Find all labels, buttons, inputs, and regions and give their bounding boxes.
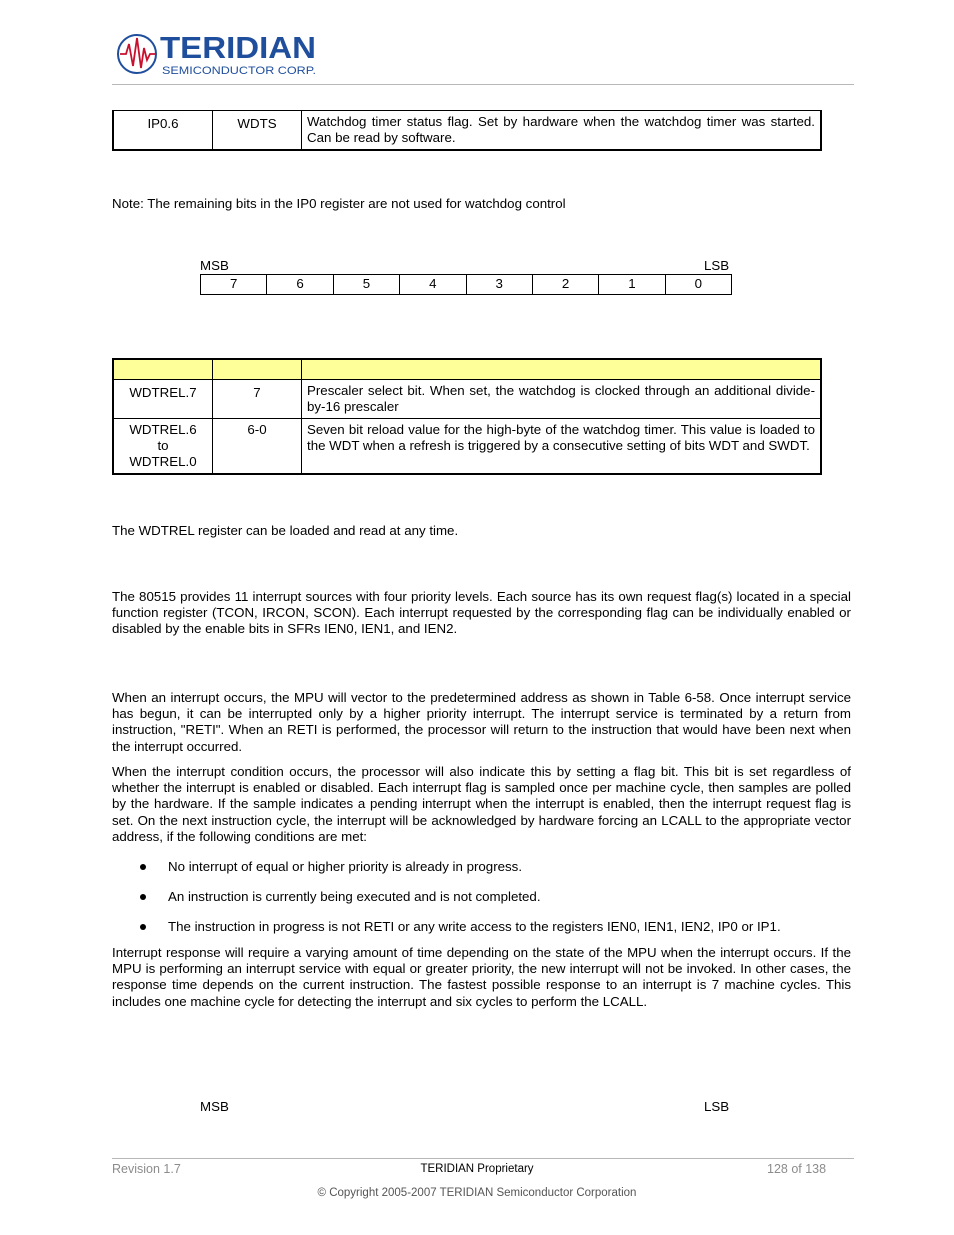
revision-label: Revision 1.7 — [112, 1162, 181, 1176]
bit-range-start: WDTREL.6 — [129, 422, 197, 437]
ip0-watchdog-table — [112, 110, 822, 151]
bit-cell: IP0.6 — [113, 111, 213, 151]
description-cell: Prescaler select bit. When set, the watchdog is clocked through an additional divide-by-16 prescaler — [302, 380, 822, 419]
bullet-icon — [140, 864, 146, 870]
lsb-label: LSB — [704, 1099, 730, 1114]
wdtrel-table — [112, 358, 822, 475]
paragraph-wdtrel: The WDTREL register can be loaded and read at any time. — [112, 523, 459, 538]
paragraph-interrupt-sources: The 80515 provides 11 interrupt sources with four priority levels. Each source has its own request flag(s) located in a special function register (TCON, IRCON, SCON). Each interrupt requested by the corresponding flag can be individually enabled or disabled by the enable bits in SFRs IEN0, IEN1, and IEN2. — [112, 589, 851, 637]
proprietary-label: TERIDIAN Proprietary — [420, 1163, 534, 1175]
bit-cell-2: 2 — [532, 275, 598, 295]
pos-cell: 7 — [213, 380, 302, 419]
logo-text: TERIDIAN — [160, 32, 316, 65]
pos-cell: 6-0 — [213, 419, 302, 475]
header-rule — [112, 84, 854, 85]
bullet-icon — [140, 894, 146, 900]
bit-range-to: to — [157, 438, 169, 453]
name-cell: WDTS — [213, 111, 302, 151]
bit-cell — [113, 419, 213, 475]
logo-subtext: SEMICONDUCTOR CORP. — [162, 65, 316, 77]
bit-cell-6: 6 — [267, 275, 333, 295]
bit-cell-0: 0 — [665, 275, 731, 295]
table-row — [201, 275, 732, 295]
footer-rule — [112, 1158, 854, 1159]
header-cell — [213, 359, 302, 380]
bit-cell-5: 5 — [333, 275, 399, 295]
description-cell: Watchdog timer status flag. Set by hardware when the watchdog timer was started. Can be read by software. — [302, 111, 822, 151]
bit-cell-4: 4 — [400, 275, 466, 295]
list-item-text: No interrupt of equal or higher priority is already in progress. — [168, 859, 523, 874]
table-row — [113, 419, 821, 475]
table-row — [113, 380, 821, 419]
description-cell: Seven bit reload value for the high-byte of the watchdog timer. This value is loaded to the WDT when a refresh is triggered by a consecutive setting of bits WDT and SWDT. — [302, 419, 822, 475]
paragraph-interrupt-flag: When the interrupt condition occurs, the processor will also indicate this by setting a flag bit. This bit is set regardless of whether the interrupt is enabled or disabled. Each interrupt flag is sampled once per machine cycle, then samples are polled by the hardware. If the sample indicates a pending interrupt when the interrupt is enabled, then the interrupt request flag is set. On the next instruction cycle, the interrupt will be acknowledged by hardware forcing an LCALL to the appropriate vector address, if the following conditions are met: — [112, 764, 851, 844]
paragraph-interrupt-vector: When an interrupt occurs, the MPU will vector to the predetermined address as shown in Table 6-58. Once interrupt service has begun, it can be interrupted only by a higher priority interrupt. The interrupt service is terminated by a return from instruction, "RETI". When an RETI is performed, the processor will return to the instruction that would have been next when the interrupt occurred. — [112, 690, 851, 754]
header-cell — [302, 359, 822, 380]
lsb-label: LSB — [704, 258, 730, 273]
page-number: 128 of 138 — [767, 1162, 827, 1176]
header-cell — [113, 359, 213, 380]
table-header-row — [113, 359, 821, 380]
list-item-text: An instruction is currently being executed and is not completed. — [168, 889, 541, 904]
bit-cell-1: 1 — [599, 275, 665, 295]
list-item-text: The instruction in progress is not RETI or any write access to the registers IEN0, IEN1, IEN2, IP0 or IP1. — [168, 919, 781, 934]
bullet-icon — [140, 924, 146, 930]
table-row — [113, 111, 821, 151]
msb-label: MSB — [200, 1099, 229, 1114]
bit-cell: WDTREL.7 — [113, 380, 213, 419]
teridian-logo — [116, 32, 326, 80]
bit-cell-3: 3 — [466, 275, 532, 295]
bit-cell-7: 7 — [201, 275, 267, 295]
note-text: Note: The remaining bits in the IP0 register are not used for watchdog control — [112, 196, 566, 211]
msb-label: MSB — [200, 258, 229, 273]
bit-diagram — [200, 274, 732, 295]
logo-wave — [120, 38, 155, 68]
bit-range-end: WDTREL.0 — [129, 454, 197, 469]
copyright-text: © Copyright 2005-2007 TERIDIAN Semiconductor Corporation — [317, 1187, 637, 1199]
paragraph-interrupt-response: Interrupt response will require a varying amount of time depending on the state of the MPU when the interrupt occurs. If the MPU is performing an interrupt service with equal or greater priority, the new interrupt will not be invoked. In other cases, the response time depends on the current instruction. The fastest possible response to an interrupt is 7 machine cycles. This includes one machine cycle for detecting the interrupt and six cycles to perform the LCALL. — [112, 945, 851, 1009]
